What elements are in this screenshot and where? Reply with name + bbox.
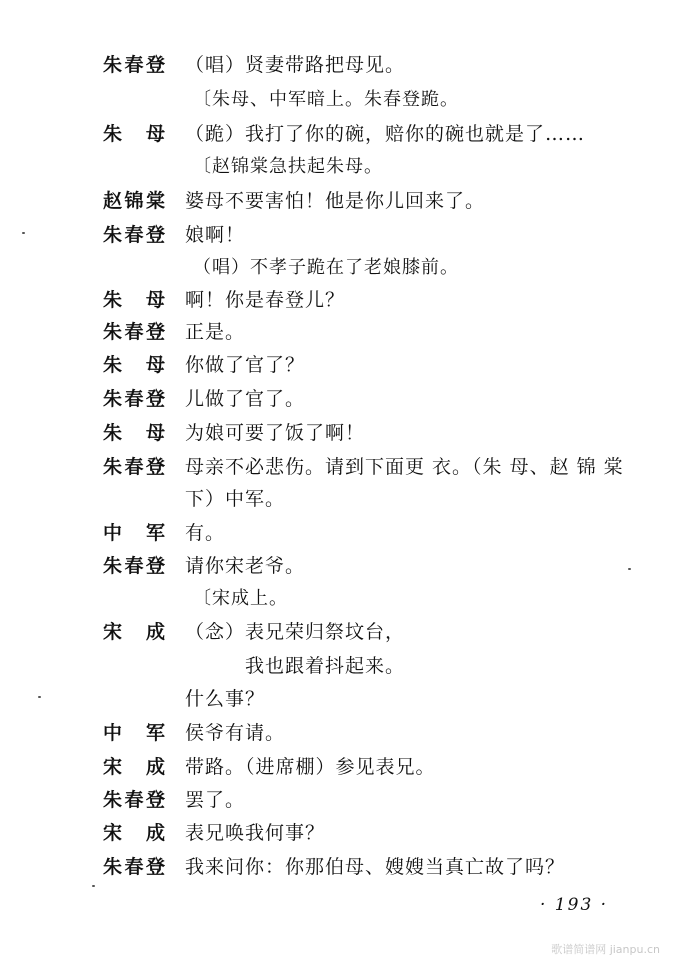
speaker-name: 朱春登 xyxy=(103,321,165,343)
dialogue-line xyxy=(0,117,690,151)
dialogue-text: 带路。（进席棚）参见表兄。 xyxy=(185,756,436,778)
scan-speck xyxy=(92,885,95,887)
speaker-name: 朱 母 xyxy=(103,422,165,444)
continuation-line xyxy=(0,482,690,516)
speaker-name: 宋 成 xyxy=(103,621,165,643)
stage-direction-line xyxy=(0,83,690,117)
dialogue-text: 什么事？ xyxy=(185,688,266,710)
dialogue-text: （跪）我打了你的碗，赔你的碗也就是了…… xyxy=(185,123,586,145)
dialogue-line xyxy=(0,850,690,884)
scan-speck xyxy=(38,696,41,698)
page-number: · 193 · xyxy=(540,895,609,915)
dialogue-line xyxy=(0,218,690,252)
speaker-name: 中 军 xyxy=(103,722,165,744)
speaker-name: 宋 成 xyxy=(103,756,165,778)
dialogue-text: （唱）贤妻带路把母见。 xyxy=(185,54,406,76)
dialogue-text: 我也跟着抖起来。 xyxy=(245,655,406,677)
sung-line xyxy=(0,251,690,285)
dialogue-line xyxy=(0,315,690,349)
speaker-name: 赵锦棠 xyxy=(103,190,165,212)
dialogue-line xyxy=(0,816,690,850)
verse-line xyxy=(0,649,690,683)
dialogue-text: 为娘可要了饭了啊！ xyxy=(185,422,366,444)
dialogue-line xyxy=(0,615,690,649)
scan-speck xyxy=(22,232,25,234)
speaker-name: 朱 母 xyxy=(103,123,165,145)
speaker-name: 朱春登 xyxy=(103,456,165,478)
speaker-name: 朱春登 xyxy=(103,54,165,76)
dialogue-text: 儿做了官了。 xyxy=(185,388,306,410)
dialogue-line xyxy=(0,716,690,750)
dialogue-line xyxy=(0,549,690,583)
dialogue-text: 罢了。 xyxy=(185,789,246,811)
speaker-name: 朱 母 xyxy=(103,289,165,311)
dialogue-text: 下）中军。 xyxy=(185,488,286,510)
stage-direction-line xyxy=(0,150,690,184)
dialogue-text: 母亲不必悲伤。请到下面更 衣。（朱 母、赵 锦 棠 xyxy=(185,456,624,478)
speaker-name: 朱春登 xyxy=(103,555,165,577)
dialogue-line xyxy=(0,416,690,450)
speaker-name: 中 军 xyxy=(103,522,165,544)
dialogue-line xyxy=(0,48,690,82)
stage-direction: 〔宋成上。 xyxy=(193,588,288,609)
dialogue-text: 你做了官了？ xyxy=(185,354,306,376)
dialogue-text: 正是。 xyxy=(185,321,246,343)
stage-direction-line xyxy=(0,582,690,616)
watermark: 歌谱简谱网 jianpu.cn xyxy=(551,943,660,956)
dialogue-text: 表兄唤我何事？ xyxy=(185,822,326,844)
dialogue-line xyxy=(0,348,690,382)
dialogue-line xyxy=(0,516,690,550)
speaker-name: 朱春登 xyxy=(103,789,165,811)
speaker-name: 朱 母 xyxy=(103,354,165,376)
speaker-name: 朱春登 xyxy=(103,388,165,410)
dialogue-line xyxy=(0,184,690,218)
dialogue-text: 侯爷有请。 xyxy=(185,722,286,744)
dialogue-text: 婆母不要害怕！他是你儿回来了。 xyxy=(185,190,486,212)
dialogue-text: （唱）不孝子跪在了老娘膝前。 xyxy=(193,257,459,278)
dialogue-text: （念）表兄荣归祭坟台， xyxy=(185,621,406,643)
scan-speck xyxy=(628,568,631,570)
dialogue-text: 啊！你是春登儿？ xyxy=(185,289,346,311)
dialogue-text: 娘啊！ xyxy=(185,224,246,246)
continuation-line xyxy=(0,682,690,716)
speaker-name: 宋 成 xyxy=(103,822,165,844)
dialogue-text: 请你宋老爷。 xyxy=(185,555,306,577)
speaker-name: 朱春登 xyxy=(103,856,165,878)
stage-direction: 〔朱母、中军暗上。朱春登跪。 xyxy=(193,89,459,110)
dialogue-line xyxy=(0,783,690,817)
stage-direction: 〔赵锦棠急扶起朱母。 xyxy=(193,156,383,177)
dialogue-line xyxy=(0,283,690,317)
dialogue-line xyxy=(0,450,690,484)
dialogue-line xyxy=(0,382,690,416)
dialogue-line xyxy=(0,750,690,784)
dialogue-text: 有。 xyxy=(185,522,226,544)
speaker-name: 朱春登 xyxy=(103,224,165,246)
dialogue-text: 我来问你：你那伯母、嫂嫂当真亡故了吗？ xyxy=(185,856,566,878)
